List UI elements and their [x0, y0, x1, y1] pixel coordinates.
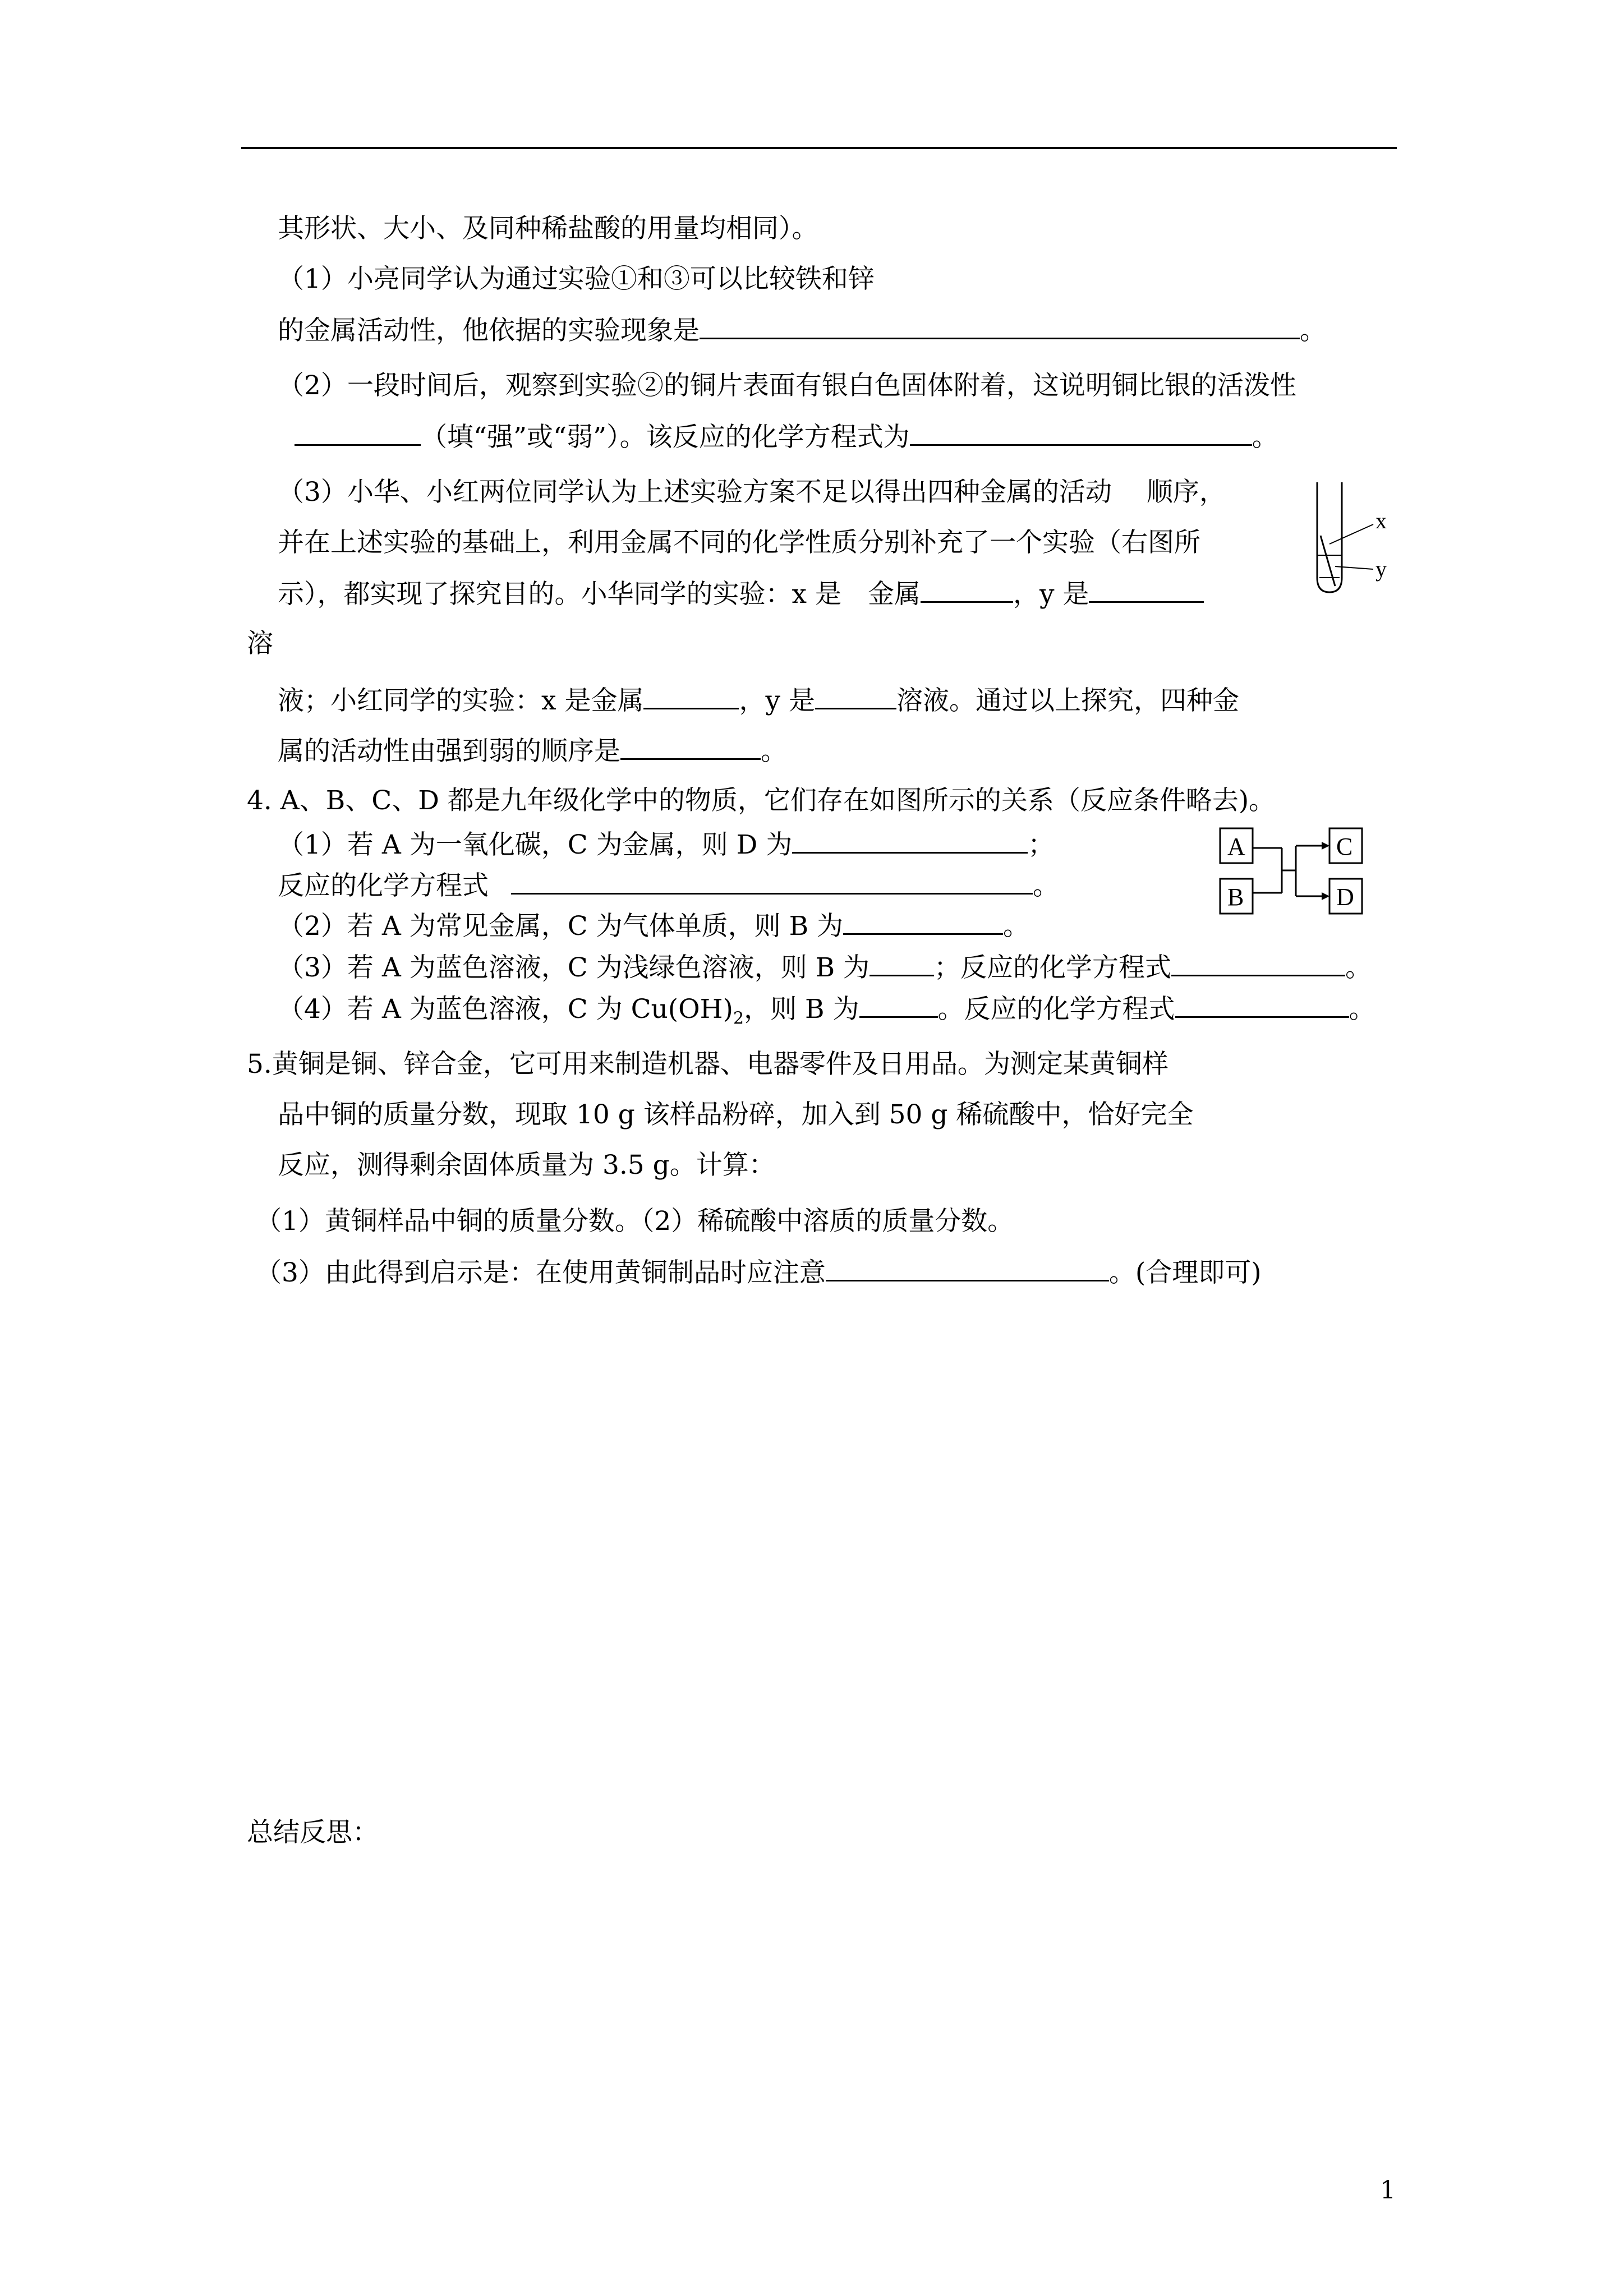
answer-blank[interactable] [620, 734, 761, 760]
answer-blank[interactable] [826, 1255, 1109, 1281]
answer-blank[interactable] [921, 577, 1013, 603]
text-line: （3）由此得到启示是：在使用黄铜制品时应注意 。(合理即可) [255, 1255, 1262, 1290]
text-line: 示），都实现了探究目的。小华同学的实验：x 是 金属 ，y 是 [278, 577, 1204, 611]
text-line: （2）若 A 为常见金属，C 为气体单质，则 B 为 。 [278, 909, 1029, 943]
question-5-stem: 5.黄铜是铜、锌合金，它可用来制造机器、电器零件及日用品。为测定某黄铜样 [247, 1049, 1168, 1080]
answer-blank[interactable] [511, 868, 1033, 895]
text-line: （1）小亮同学认为通过实验①和③可以比较铁和锌 [278, 264, 875, 294]
answer-blank[interactable] [859, 992, 938, 1018]
arrowhead-c [1322, 842, 1329, 850]
text-line: 品中铜的质量分数，现取 10 g 该样品粉碎，加入到 50 g 稀硫酸中，恰好完全 [278, 1099, 1194, 1130]
label-pointer-x [1329, 524, 1373, 544]
abcd-relation-diagram [1217, 826, 1374, 926]
arrowhead-d [1322, 892, 1329, 900]
answer-blank[interactable] [1089, 577, 1204, 603]
answer-blank[interactable] [910, 419, 1252, 446]
text-line: 反应的化学方程式 。 [278, 868, 1059, 903]
text-line: 溶 [247, 628, 273, 659]
label-x: x [1375, 508, 1387, 533]
answer-blank[interactable] [843, 909, 1003, 935]
text-line: 的金属活动性，他依据的实验现象是 。 [278, 313, 1326, 348]
answer-blank[interactable] [700, 313, 1300, 339]
text-line: 并在上述实验的基础上，利用金属不同的化学性质分别补充了一个实验（右图所 [278, 527, 1200, 558]
answer-blank[interactable] [1175, 992, 1349, 1018]
text-line: （3）小华、小红两位同学认为上述实验方案不足以得出四种金属的活动 顺序， [278, 477, 1226, 508]
text-line: （1）若 A 为一氧化碳，C 为金属，则 D 为 ； [278, 827, 1054, 862]
answer-blank[interactable] [792, 827, 1028, 854]
metal-strip [1321, 536, 1335, 586]
answer-blank[interactable] [815, 683, 896, 709]
label-b: B [1227, 883, 1244, 911]
header-rule [241, 147, 1397, 149]
page-number: 1 [1380, 2176, 1396, 2205]
text-line: 属的活动性由强到弱的顺序是 。 [278, 734, 787, 768]
label-pointer-y [1335, 566, 1373, 569]
answer-blank[interactable] [869, 950, 934, 976]
text-line: 液；小红同学的实验：x 是金属 ，y 是 溶液。通过以上探究，四种金 [278, 683, 1239, 718]
text-line: （3）若 A 为蓝色溶液，C 为浅绿色溶液，则 B 为 ；反应的化学方程式 。 [278, 950, 1372, 985]
label-d: D [1336, 883, 1354, 911]
text-line: （1）黄铜样品中铜的质量分数。（2）稀硫酸中溶质的质量分数。 [255, 1206, 1014, 1237]
label-c: C [1336, 833, 1353, 860]
test-tube-figure [1313, 482, 1402, 600]
text-line: （2）一段时间后，观察到实验②的铜片表面有银白色固体附着，这说明铜比银的活泼性 [278, 370, 1296, 401]
text-line: （4）若 A 为蓝色溶液，C 为 $Cu(OH)_2$，则 B 为 。反应的化学方程式 。 [278, 992, 1375, 1026]
summary-heading: 总结反思： [247, 1817, 379, 1848]
text-line: 反应，测得剩余固体质量为 3.5 g。计算： [278, 1150, 775, 1181]
question-4-stem: 4. A、B、C、D 都是九年级化学中的物质，它们存在如图所示的关系（反应条件略去)。 [247, 785, 1276, 816]
label-y: y [1375, 556, 1387, 582]
label-a: A [1227, 833, 1245, 860]
text-line: （填“强”或“弱”）。该反应的化学方程式为 。 [278, 419, 1278, 454]
text-line: 其形状、大小、及同种稀盐酸的用量均相同）。 [278, 213, 818, 244]
answer-blank[interactable] [295, 419, 421, 446]
answer-blank[interactable] [643, 683, 739, 709]
answer-blank[interactable] [1171, 950, 1345, 976]
